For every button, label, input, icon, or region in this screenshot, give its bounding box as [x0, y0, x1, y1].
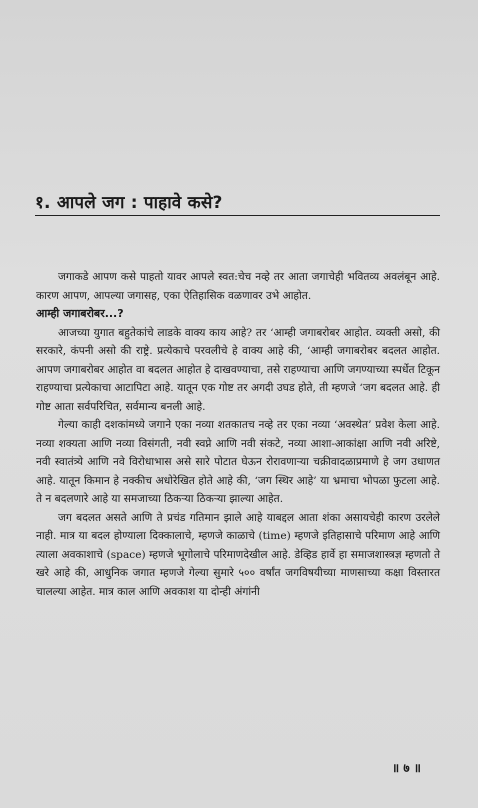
body-text [36, 268, 440, 601]
chapter-title: १. आपले जग : पाहावे कसे? [35, 193, 223, 213]
subheading: आम्ही जगाबरोबर...? [36, 307, 124, 320]
page-number: ॥ ७ ॥ [392, 761, 421, 775]
paragraph-4: जग बदलत असते आणि ते प्रचंड गतिमान झाले आहे याबद्दल आता शंका असायचेही कारण उरलेले नाही. मात्र या बदल होण्याला दिक्कालाचे, म्हणजे काळाचे (time) म्हणजे इतिहासाचे परिमाण आहे आणि त्याला अवकाशाचे (space) म्हणजे भूगोलाचे परिमाणदेखील आहे. डेव्हिड हार्वे हा समाजशास्त्रज्ञ म्हणतो ते खरे आहे की, आधुनिक जगात म्हणजे गेल्या सुमारे ५०० वर्षांत जगविषयीच्या माणसाच्या कक्षा विस्तारत चालल्या आहेत. मात्र काल आणि अवकाश या दोन्ही अंगांनी [36, 511, 440, 598]
paragraph-3: गेल्या काही दशकांमध्ये जगाने एका नव्या शतकातच नव्हे तर एका नव्या ‘अवस्थेत’ प्रवेश केला आहे. नव्या शक्यता आणि नव्या विसंगती, नवी स्वप्ने आणि नवी संकटे, नव्या आशा-आकांक्षा आणि नवी अरिष्टे, नवी स्वातंत्र्ये आणि नवे विरोधाभास असे सारे पोटात घेऊन रोरावणाऱ्या चक्रीवादळाप्रमाणे हे जग उधाणत आहे. यातून किमान हे नक्कीच अधोरेखित होते आहे की, ‘जग स्थिर आहे’ या भ्रमाचा भोपळा फुटला आहे. ते न बदलणारे आहे या समजाच्या ठिकऱ्या ठिकऱ्या झाल्या आहेत. [36, 419, 440, 505]
paragraph-2: आजच्या युगात बहुतेकांचे लाडके वाक्य काय आहे? तर ‘आम्ही जगाबरोबर आहोत. व्यक्ती असो, की सरकारे, कंपनी असो की राष्ट्रे. प्रत्येकाचे परवलीचे हे वाक्य आहे की, ‘आम्ही जगाबरोबर बदलत आहोत. आपण जगाबरोबर आहोत वा बदलत आहोत हे दाखवण्याचा, तसे राहण्याचा आणि जगण्याच्या स्पर्धेत टिकून राहण्याचा प्रत्येकाचा आटापिटा आहे. यातून एक गोष्ट तर अगदी उघड होते, ती म्हणजे ‘जग बदलत आहे. ही गोष्ट आता सर्वपरिचित, सर्वमान्य बनली आहे. [36, 326, 440, 413]
title-underline [35, 215, 440, 216]
paragraph-1: जगाकडे आपण कसे पाहतो यावर आपले स्वत:चेच नव्हे तर आता जगाचेही भवितव्य अवलंबून आहे. कारण आपण, आपल्या जगासह, एका ऐतिहासिक वळणावर उभे आहोत. [36, 271, 440, 302]
